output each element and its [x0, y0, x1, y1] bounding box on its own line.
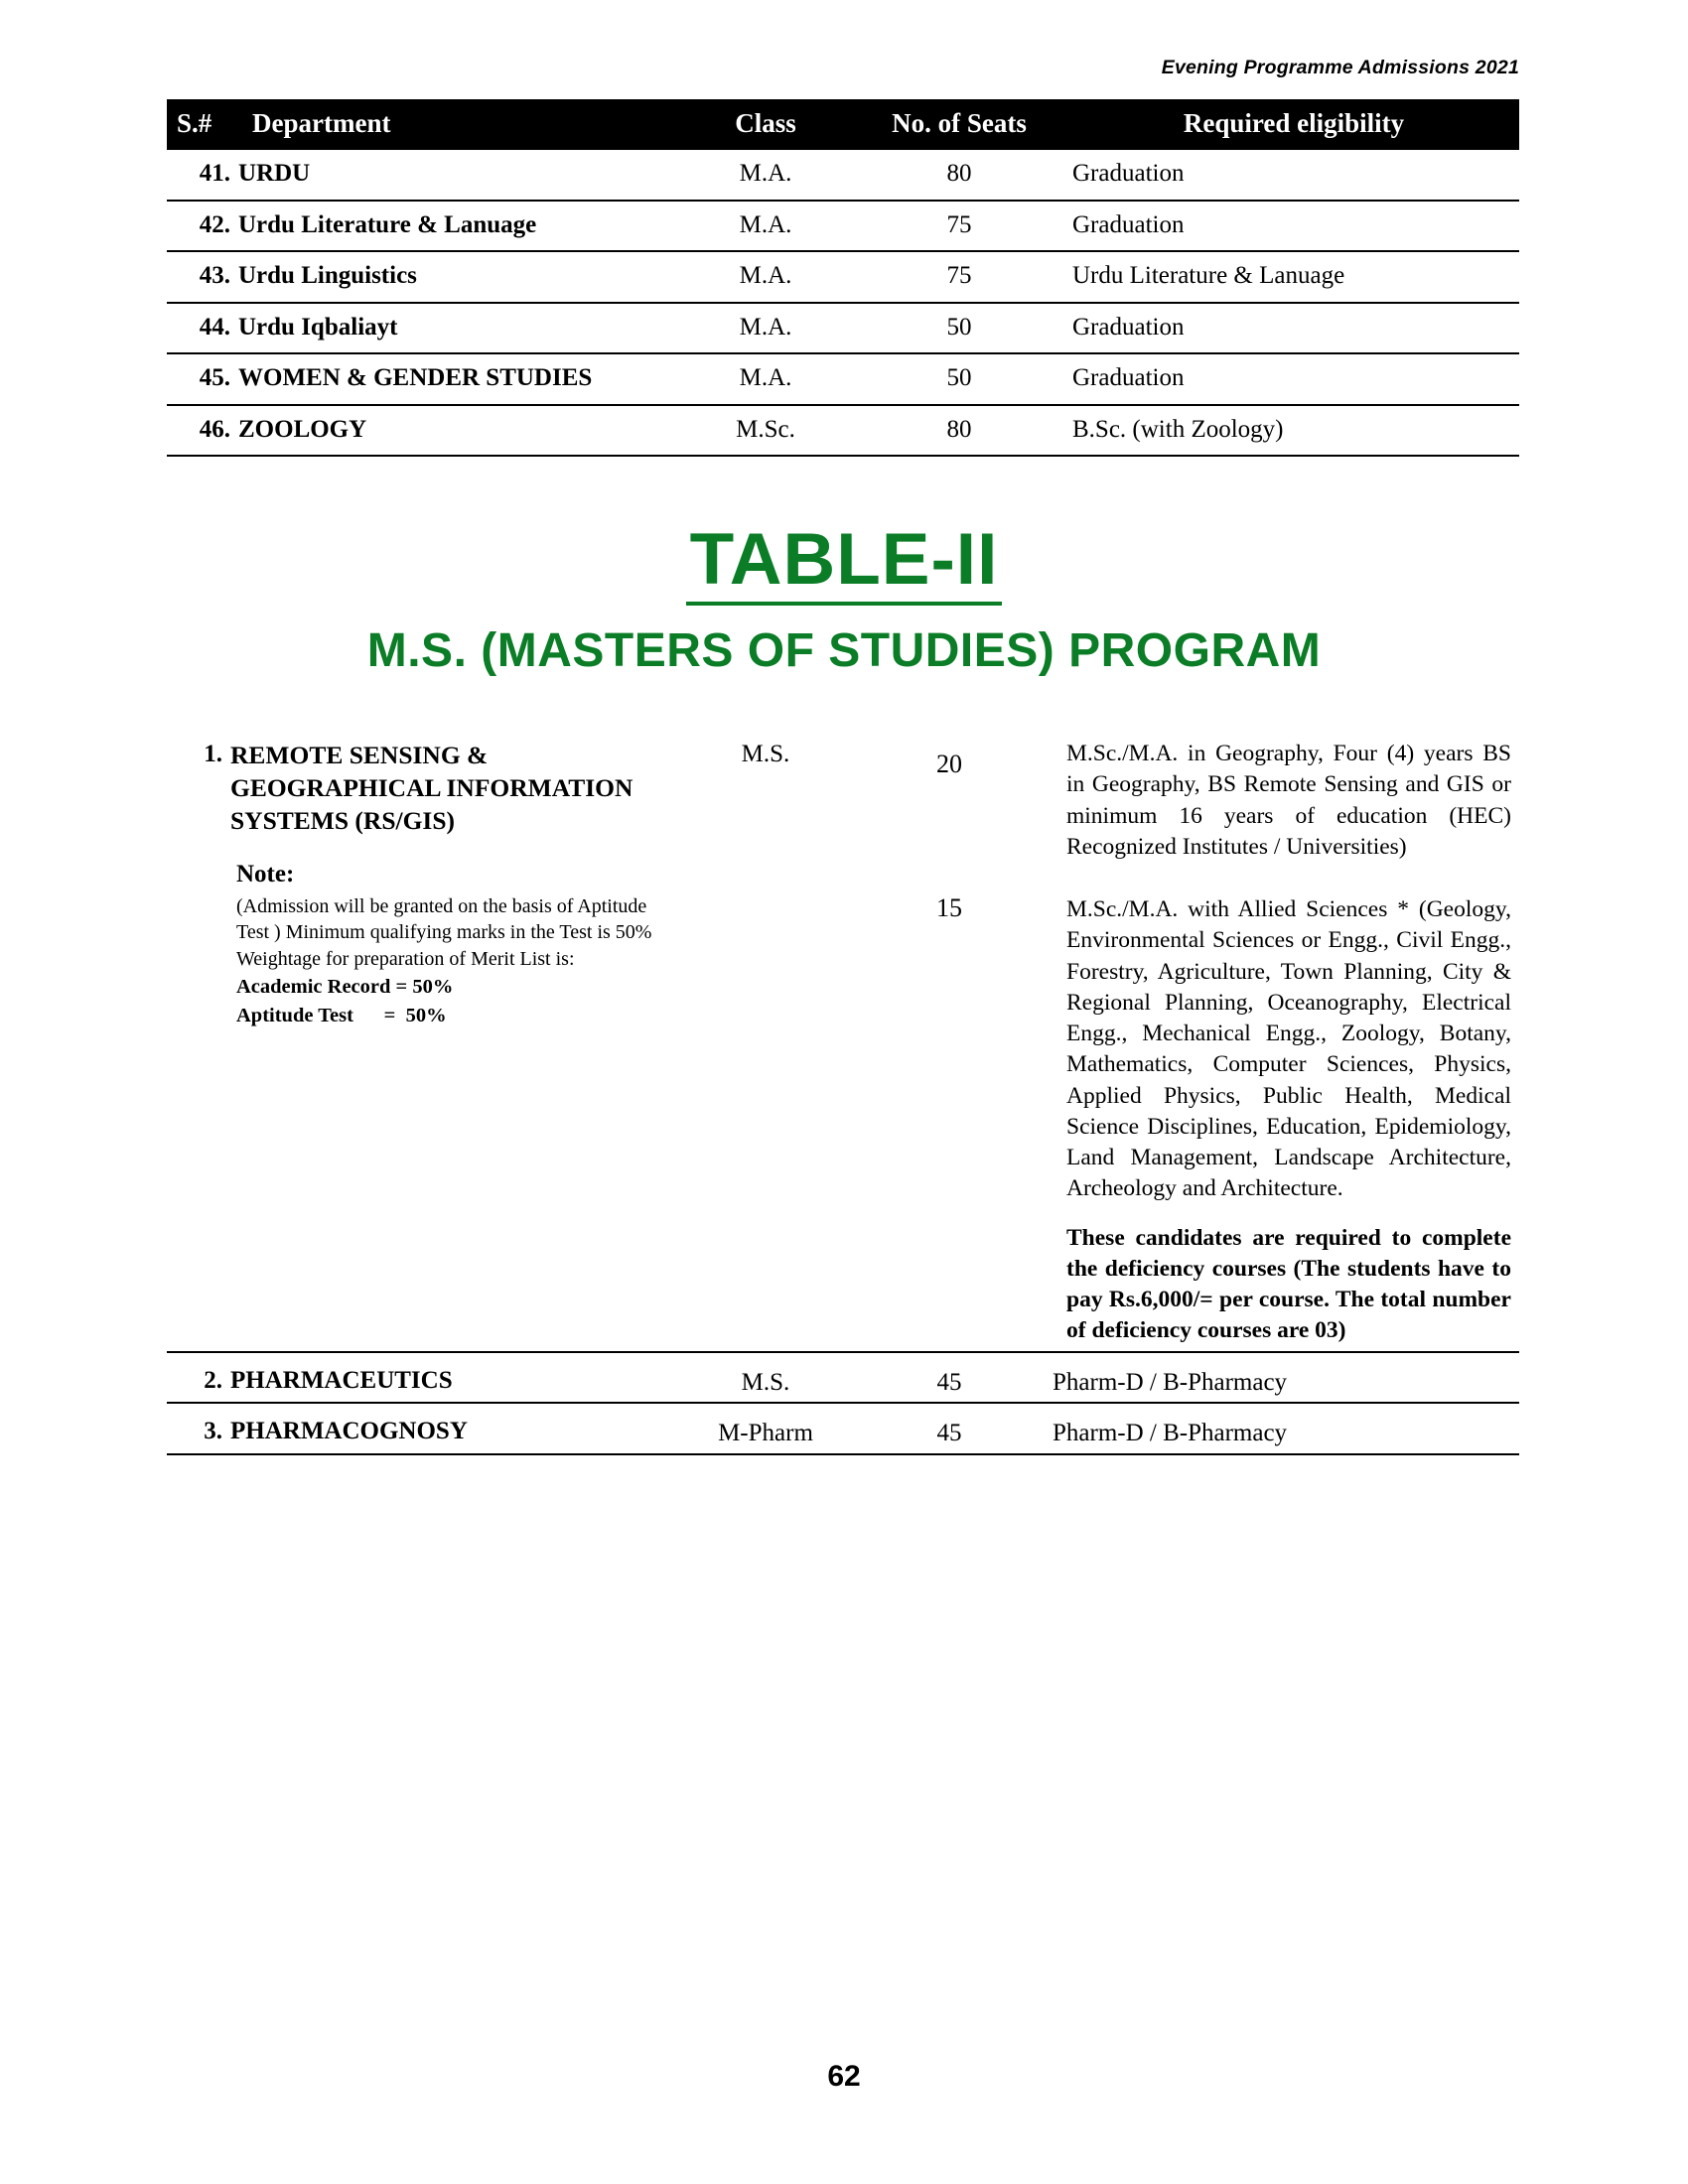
row-class: M.S. [681, 1352, 850, 1404]
row-eligibility-secondary: M.Sc./M.A. with Allied Sciences * (Geology, Environmental Sciences or Engg., Civil Engg., Forestry, Agriculture, Town Planning, City & Regional Planning, Oceanography, Electrical Engg., Mechanical Engg., Zoology, Botany, Mathematics, Computer Sciences, Physics, Applied Physics, Public Health, Medical Science Disciplines, Education, Epidemiology, Land Management, Landscape Architecture, Archeology and Architecture. [1066, 896, 1511, 1202]
table-row [167, 733, 1519, 1352]
row-seats: 50 [850, 353, 1068, 405]
row-eligibility: Graduation [1068, 201, 1519, 252]
row-department-cell [226, 733, 681, 1352]
column-header-seats: No. of Seats [850, 99, 1068, 150]
table-row [167, 251, 1519, 303]
row-class: M-Pharm [681, 1403, 850, 1454]
row-eligibility: B.Sc. (with Zoology) [1068, 405, 1519, 457]
table-row [167, 1403, 1519, 1454]
table-row [167, 405, 1519, 457]
row-department: WOMEN & GENDER STUDIES [234, 353, 681, 405]
row-class: M.Sc. [681, 405, 850, 457]
ms-program-table [167, 733, 1519, 1455]
row-serial: 45. [167, 353, 234, 405]
row-eligibility: Graduation [1068, 303, 1519, 354]
row-serial: 1. [204, 741, 222, 767]
row-eligibility-deficiency-note: These candidates are required to complete the deficiency courses (The students have to pay Rs.6,000/= per course. The total number of deficiency courses are 03) [1066, 1224, 1511, 1344]
column-header-eligibility: Required eligibility [1068, 99, 1519, 150]
row-class: M.S. [741, 741, 790, 767]
row-class: M.A. [681, 251, 850, 303]
note-aptitude-test: Aptitude Test = 50% [236, 1005, 447, 1027]
row-eligibility: Graduation [1068, 353, 1519, 405]
row-serial: 3. [167, 1403, 226, 1454]
row-eligibility: Pharm-D / B-Pharmacy [1049, 1352, 1519, 1404]
row-seats: 75 [850, 201, 1068, 252]
row-seats-cell [850, 733, 1049, 1352]
row-serial: 44. [167, 303, 234, 354]
row-department: PHARMACOGNOSY [226, 1403, 681, 1454]
row-eligibility: Graduation [1068, 150, 1519, 201]
row-serial: 42. [167, 201, 234, 252]
row-class: M.A. [681, 303, 850, 354]
row-seats: 45 [850, 1352, 1049, 1404]
row-eligibility: Urdu Literature & Lanuage [1068, 251, 1519, 303]
row-seats: 45 [850, 1403, 1049, 1454]
row-department: ZOOLOGY [234, 405, 681, 457]
row-serial: 2. [167, 1352, 226, 1404]
row-serial: 41. [167, 150, 234, 201]
row-serial: 46. [167, 405, 234, 457]
row-eligibility: Pharm-D / B-Pharmacy [1049, 1403, 1519, 1454]
row-seats: 75 [850, 251, 1068, 303]
row-class: M.A. [681, 201, 850, 252]
table-row [167, 353, 1519, 405]
row-seats: 80 [850, 405, 1068, 457]
row-class: M.A. [681, 150, 850, 201]
page-subtitle: M.S. (MASTERS OF STUDIES) PROGRAM [366, 623, 1322, 677]
row-eligibility-primary: M.Sc./M.A. in Geography, Four (4) years BS in Geography, BS Remote Sensing and GIS or minimum 16 years of education (HEC) Recognized Institutes / Universities) [1066, 741, 1511, 860]
note-academic-record: Academic Record = 50% [236, 976, 454, 999]
row-seats-primary: 20 [936, 750, 962, 778]
row-department: Urdu Iqbaliayt [234, 303, 681, 354]
table-row [167, 201, 1519, 252]
table-row [167, 1352, 1519, 1404]
departments-table [167, 99, 1519, 457]
table-header-row [167, 99, 1519, 150]
table-row [167, 150, 1519, 201]
row-department: PHARMACEUTICS [226, 1352, 681, 1404]
row-seats: 80 [850, 150, 1068, 201]
page-title: TABLE-II [686, 521, 1003, 606]
table-row [167, 303, 1519, 354]
row-department: Urdu Literature & Lanuage [234, 201, 681, 252]
row-class: M.A. [681, 353, 850, 405]
running-header: Evening Programme Admissions 2021 [1161, 57, 1519, 78]
row-seats: 50 [850, 303, 1068, 354]
row-serial: 43. [167, 251, 234, 303]
column-header-serial: S.# [167, 99, 234, 150]
note-title: Note: [236, 861, 295, 888]
row-department: Urdu Linguistics [234, 251, 681, 303]
column-header-class: Class [681, 99, 850, 150]
note-body: (Admission will be granted on the basis of Aptitude Test ) Minimum qualifying marks in the Test is 50% Weightage for preparation of Merit List is: [236, 894, 652, 970]
row-eligibility-cell [1049, 733, 1519, 1352]
row-department: REMOTE SENSING & GEOGRAPHICAL INFORMATION SYSTEMS (RS/GIS) [230, 741, 633, 836]
page-number: 62 [827, 2060, 861, 2093]
column-header-department: Department [234, 99, 681, 150]
row-department: URDU [234, 150, 681, 201]
row-seats-secondary: 15 [936, 892, 962, 922]
section-title-block [0, 521, 1688, 678]
